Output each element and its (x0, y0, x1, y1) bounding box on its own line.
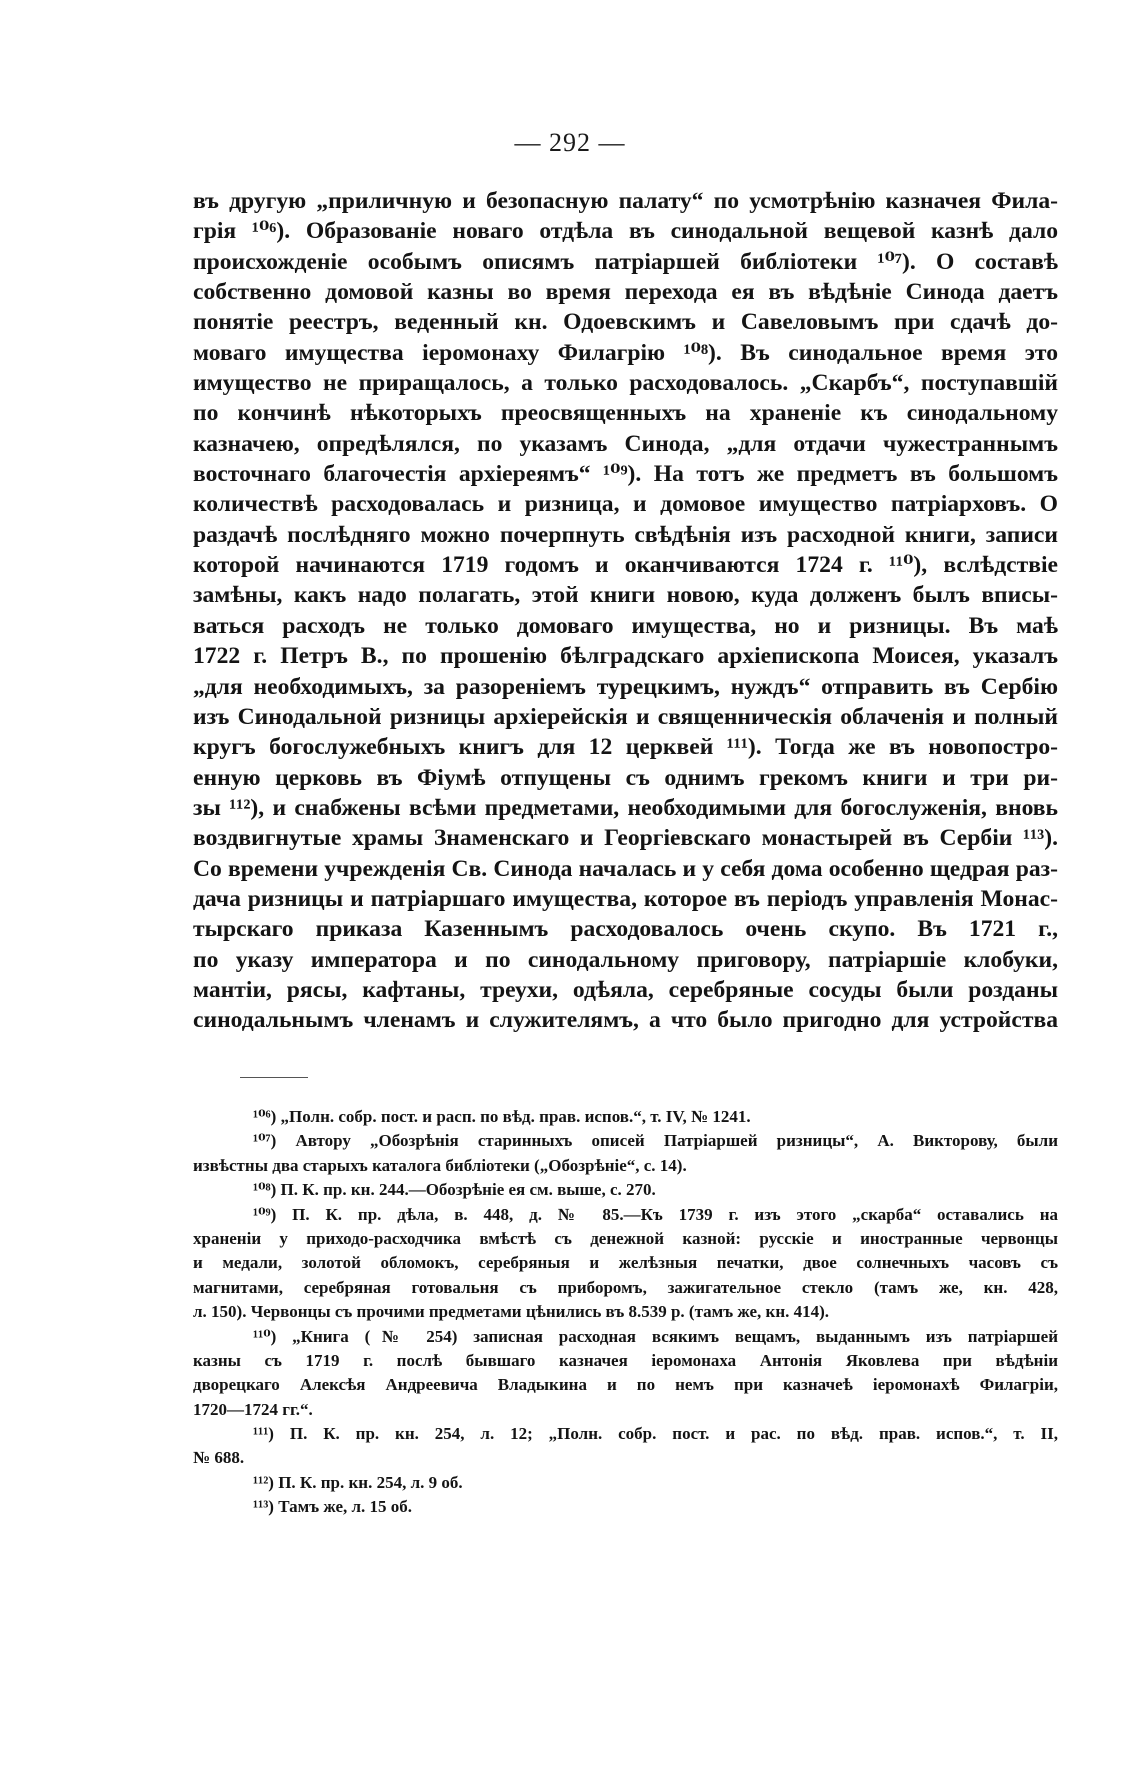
text-line: тырскаго приказа Казеннымъ расходовалось очень скупо. Въ 1721 г., (193, 916, 1058, 943)
text-line: изъ Синодальной ризницы архіерейскія и священническія облаченія и полный (193, 703, 1058, 730)
footnote-line: ¹¹¹) П. К. пр. кн. 254, л. 12; „Полн. собр. пост. и рас. по вѣд. прав. испов.“, т. II, (253, 1424, 1058, 1444)
footnote-line: храненіи у приходо-расходчика вмѣстѣ съ денежной казной: русскіе и иностранные червонцы (193, 1228, 1058, 1248)
footnote (193, 1203, 1058, 1325)
footnote-line: ¹⁰⁹) П. К. пр. дѣла, в. 448, д. № 85.—Къ 1739 г. изъ этого „скарба“ оставались на (253, 1204, 1058, 1224)
text-line: понятіе реестръ, веденный кн. Одоевскимъ и Савеловымъ при сдачѣ до- (193, 309, 1058, 336)
text-line: имущество не приращалось, а только расходовалось. „Скарбъ“, поступавшій (193, 370, 1058, 397)
text-line: замѣны, какъ надо полагать, этой книги новою, куда долженъ былъ вписы- (193, 582, 1058, 609)
footnote (193, 1495, 1058, 1519)
text-line: моваго имущества іеромонаху Филагрію ¹⁰⁸). Въ синодальное время это (193, 339, 1058, 366)
footnote (193, 1178, 1058, 1202)
footnote-line: извѣстны два старыхъ каталога библіотеки („Обозрѣніе“, с. 14). (193, 1155, 687, 1175)
text-line: синодальнымъ членамъ и служителямъ, а что было пригодно для устройства (193, 1007, 1058, 1034)
text-line: раздачѣ послѣдняго можно почерпнуть свѣдѣнія изъ расходной книги, записи (193, 521, 1058, 548)
footnote-line: № 688. (193, 1448, 245, 1468)
text-line: Со времени учрежденія Св. Синода началась и у себя дома особенно щедрая раз- (193, 855, 1058, 882)
footnote-line: дворецкаго Алексѣя Андреевича Владыкина и по немъ при казначеѣ іеромонахѣ Филагріи, (193, 1375, 1058, 1395)
text-line: „для необходимыхъ, за разореніемъ турецкимъ, нуждъ“ отправить въ Сербію (193, 673, 1058, 700)
text-line: въ другую „приличную и безопасную палату“ по усмотрѣнію казначея Фила- (193, 188, 1058, 214)
footnote-line: ¹¹²) П. К. пр. кн. 254, л. 9 об. (253, 1472, 463, 1492)
text-line: кругъ богослужебныхъ книгъ для 12 церквей ¹¹¹). Тогда же въ новопостро- (193, 734, 1058, 761)
text-line: по кончинѣ нѣкоторыхъ преосвященныхъ на храненіе къ синодальному (193, 400, 1058, 427)
text-line: воздвигнутые храмы Знаменскаго и Георгіевскаго монастырей въ Сербіи ¹¹³). (193, 825, 1058, 852)
footnote (193, 1471, 1058, 1495)
page-number: — 292 — (514, 128, 626, 157)
footnote-line: магнитами, серебряная готовальня съ приборомъ, зажигательное стекло (тамъ же, кн. 428, (193, 1277, 1058, 1297)
footnote (193, 1325, 1058, 1423)
text-line: по указу императора и по синодальному приговору, патріаршіе клобуки, (193, 946, 1058, 973)
footnote-line: и медали, золотой обломокъ, серебряныя и желѣзныя печатки, двое солнечныхъ часовъ съ (193, 1253, 1058, 1273)
text-line: зы ¹¹²), и снабжены всѣми предметами, необходимыми для богослуженія, вновь (193, 794, 1058, 821)
footnote-line: казны съ 1719 г. послѣ бывшаго казначея іеромонаха Антонія Яковлева при вѣдѣніи (193, 1350, 1058, 1370)
footnote-line: л. 150). Червонцы съ прочими предметами цѣнились въ 8.539 р. (тамъ же, кн. 414). (193, 1302, 830, 1322)
footnote-line: ¹⁰⁸) П. К. пр. кн. 244.—Обозрѣніе ея см. выше, с. 270. (253, 1180, 656, 1200)
text-line: которой начинаются 1719 годомъ и оканчиваются 1724 г. ¹¹⁰), вслѣдствіе (193, 552, 1058, 579)
footnote-separator (240, 1077, 308, 1078)
footnote-line: ¹¹⁰) „Книга (№ 254) записная расходная всякимъ вещамъ, выданнымъ изъ патріаршей (253, 1326, 1058, 1346)
footnote (193, 1422, 1058, 1471)
text-line: происхожденіе особымъ описямъ патріаршей библіотеки ¹⁰⁷). О составѣ (193, 248, 1058, 275)
text-line: восточнаго благочестія архіереямъ“ ¹⁰⁹). На тотъ же предметъ въ большомъ (193, 461, 1058, 488)
footnote-line: ¹⁰⁶) „Полн. собр. пост. и расп. по вѣд. прав. испов.“, т. IV, № 1241. (253, 1107, 751, 1126)
text-line: енную церковь въ Фіумѣ отпущены съ однимъ грекомъ книги и три ри- (193, 764, 1058, 791)
footnote (193, 1129, 1058, 1178)
text-line: дача ризницы и патріаршаго имущества, которое въ періодъ управленія Монас- (193, 885, 1058, 912)
main-text (193, 186, 1058, 1036)
text-line: грія ¹⁰⁶). Образованіе новаго отдѣла въ синодальной вещевой казнѣ дало (193, 218, 1058, 245)
text-line: собственно домовой казны во время перехода ея въ вѣдѣніе Синода даетъ (193, 279, 1058, 306)
footnote (193, 1105, 1058, 1129)
text-line: казначею, опредѣлялся, по указамъ Синода, „для отдачи чужестраннымъ (193, 430, 1058, 457)
footnotes (193, 1105, 1058, 1520)
footnote-line: 1720—1724 гг.“. (193, 1399, 313, 1419)
footnote-line: ¹⁰⁷) Автору „Обозрѣнія старинныхъ описей Патріаршей ризницы“, А. Викторову, были (253, 1131, 1058, 1151)
footnote-line: ¹¹³) Тамъ же, л. 15 об. (253, 1497, 413, 1517)
text-line: ваться расходъ не только домоваго имущества, но и ризницы. Въ маѣ (193, 612, 1058, 639)
text-line: 1722 г. Петръ В., по прошенію бѣлградскаго архіепископа Моисея, указалъ (193, 643, 1058, 670)
text-line: мантіи, рясы, кафтаны, треухи, одѣяла, серебряные сосуды были розданы (193, 976, 1058, 1003)
text-line: количествѣ расходовалась и ризница, и домовое имущество патріарховъ. О (193, 491, 1058, 518)
